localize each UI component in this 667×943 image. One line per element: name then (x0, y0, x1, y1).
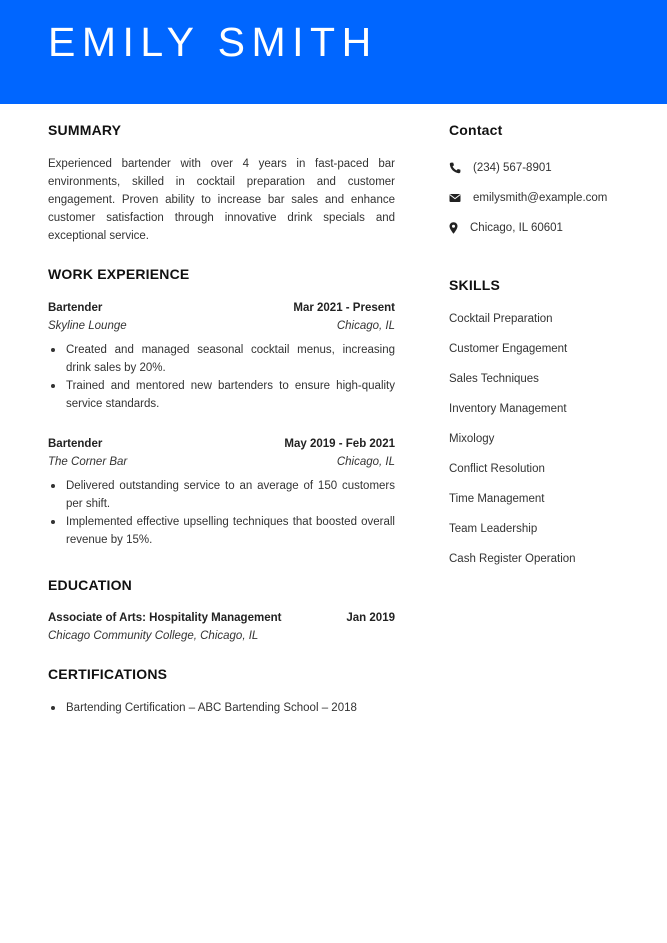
certifications-section (48, 666, 395, 717)
job-role: Bartender (48, 302, 103, 314)
education-degree: Associate of Arts: Hospitality Management (48, 612, 282, 624)
map-pin-icon (449, 222, 458, 234)
experience-title: WORK EXPERIENCE (48, 266, 190, 282)
education-school: Chicago Community College, Chicago, IL (48, 630, 259, 642)
job-bullets (48, 477, 395, 549)
header-banner (0, 0, 667, 104)
job-entry (48, 299, 395, 413)
contact-phone (449, 159, 649, 177)
certification-item: Bartending Certification – ABC Bartending School – 2018 (48, 699, 395, 717)
contact-title: Contact (449, 122, 503, 138)
education-title: EDUCATION (48, 577, 132, 593)
candidate-name: EMILY SMITH (48, 19, 378, 65)
contact-email (449, 189, 649, 207)
summary-title: SUMMARY (48, 122, 122, 138)
skill-item: Mixology (449, 433, 495, 445)
contact-phone-text: (234) 567-8901 (473, 162, 552, 174)
education-date: Jan 2019 (346, 612, 395, 624)
job-company: The Corner Bar (48, 456, 128, 468)
skills-title: SKILLS (449, 277, 500, 293)
job-dates: Mar 2021 - Present (293, 302, 395, 314)
contact-location (449, 219, 649, 237)
summary-section (48, 122, 395, 245)
skill-item: Cash Register Operation (449, 553, 576, 565)
job-bullet: Delivered outstanding service to an average of 150 customers per shift. (48, 477, 395, 513)
skills-section (449, 277, 649, 580)
job-location: Chicago, IL (336, 456, 395, 468)
job-bullet: Implemented effective upselling techniques that boosted overall revenue by 15%. (48, 513, 395, 549)
certifications-title: CERTIFICATIONS (48, 666, 168, 682)
phone-icon (449, 162, 461, 174)
job-company: Skyline Lounge (48, 320, 127, 332)
job-bullets (48, 341, 395, 413)
experience-section (48, 266, 395, 549)
skill-item: Conflict Resolution (449, 463, 545, 475)
job-dates: May 2019 - Feb 2021 (284, 438, 395, 450)
skill-item: Sales Techniques (449, 373, 539, 385)
contact-email-text: emilysmith@example.com (473, 192, 608, 204)
skill-item: Time Management (449, 493, 545, 505)
envelope-icon (449, 192, 461, 204)
job-location: Chicago, IL (336, 320, 395, 332)
job-role: Bartender (48, 438, 103, 450)
education-section (48, 577, 395, 645)
job-bullet: Created and managed seasonal cocktail menus, increasing drink sales by 20%. (48, 341, 395, 377)
skills-list (449, 310, 649, 580)
skill-item: Inventory Management (449, 403, 567, 415)
summary-text: Experienced bartender with over 4 years in fast-paced bar environments, skilled in cocktail preparation and customer engagement. Proven ability to increase bar sales and enhance customer satisfaction through innovative drink specials and exceptional service. (48, 158, 395, 242)
skill-item: Cocktail Preparation (449, 313, 553, 325)
skill-item: Team Leadership (449, 523, 538, 535)
main-column (48, 122, 395, 717)
contact-location-text: Chicago, IL 60601 (470, 222, 563, 234)
skill-item: Customer Engagement (449, 343, 568, 355)
certifications-list (48, 699, 395, 717)
job-entry (48, 435, 395, 549)
sidebar-column (449, 122, 649, 580)
contact-section (449, 122, 649, 237)
job-bullet: Trained and mentored new bartenders to ensure high-quality service standards. (48, 377, 395, 413)
